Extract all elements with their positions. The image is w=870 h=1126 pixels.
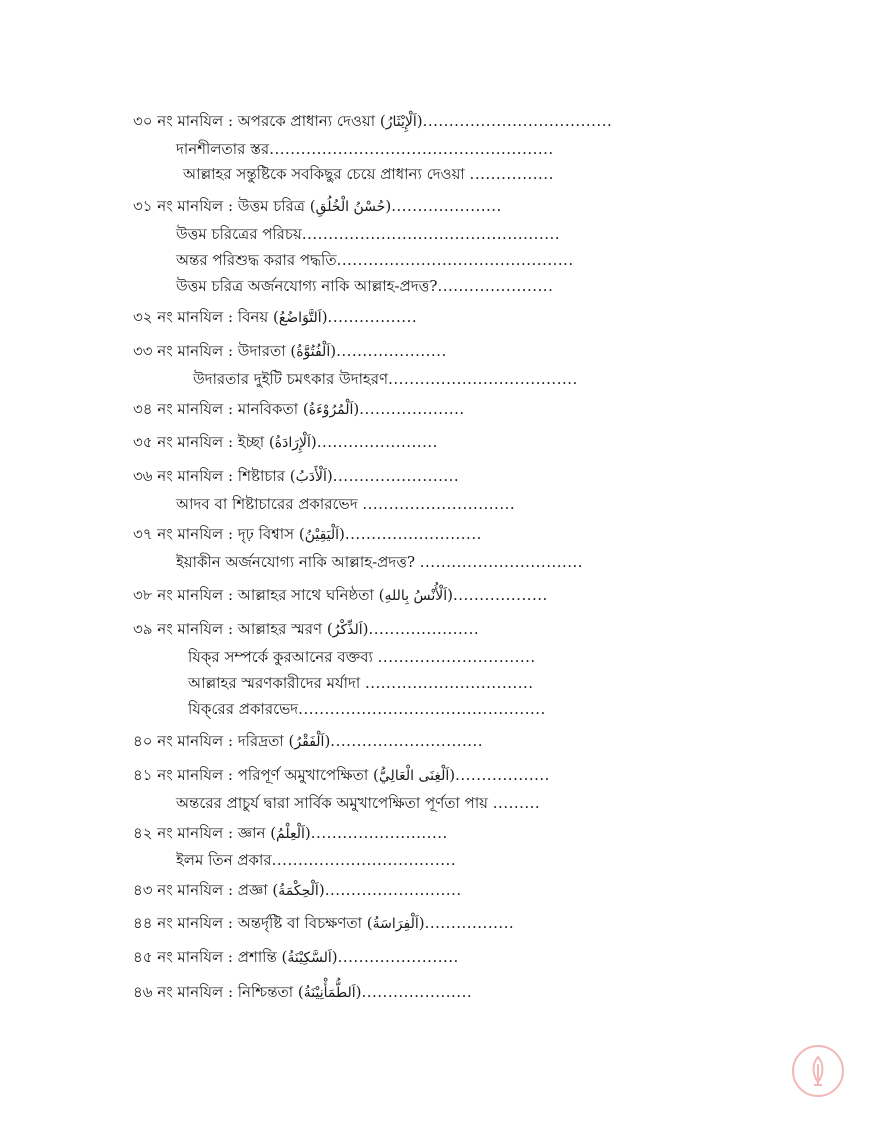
entry-close-paren: ) bbox=[330, 342, 337, 360]
entry-title: দানশীলতার স্তর bbox=[176, 140, 270, 158]
entry-dot-leader: .......................... bbox=[310, 824, 448, 842]
entry-dot-leader: .................................... bbox=[422, 112, 613, 130]
publisher-logo-icon bbox=[791, 1044, 845, 1098]
entry-title: ৪১ নং মানযিল : পরিপূর্ণ অমুখাপেক্ষিতা ( bbox=[133, 766, 379, 784]
entry-title: অন্তর পরিশুদ্ধ করার পদ্ধতি bbox=[176, 251, 337, 269]
toc-chapter-entry bbox=[133, 466, 459, 487]
entry-arabic-term: اَلْإِيْثَارُ bbox=[385, 114, 417, 130]
entry-arabic-term: اَلْيَقِيْنُ bbox=[304, 527, 340, 543]
entry-dot-leader: ..................... bbox=[391, 197, 502, 215]
toc-subsection-entry bbox=[176, 276, 553, 296]
toc-subsection-entry bbox=[188, 699, 546, 719]
toc-chapter-entry bbox=[133, 585, 548, 606]
entry-arabic-term: اَلْحِكْمَةُ bbox=[278, 883, 319, 899]
entry-close-paren: ) bbox=[355, 983, 362, 1001]
entry-dot-leader: ...................... bbox=[437, 277, 554, 295]
entry-title: ৩৭ নং মানযিল : দৃঢ় বিশ্বাস ( bbox=[133, 525, 305, 543]
entry-dot-leader: ................. bbox=[327, 308, 418, 326]
entry-title: ৩৬ নং মানযিল : শিষ্টাচার ( bbox=[133, 467, 296, 485]
toc-chapter-entry bbox=[133, 399, 465, 420]
entry-arabic-term: اَلْفَقْرُ bbox=[294, 734, 325, 750]
entry-dot-leader: .......................... bbox=[324, 881, 462, 899]
entry-close-paren: ) bbox=[449, 766, 456, 784]
toc-chapter-entry bbox=[133, 432, 438, 453]
entry-dot-leader: ............................................. bbox=[336, 251, 574, 269]
entry-title: আল্লাহর সন্তুষ্টিকে সবকিছুর চেয়ে প্রাধান্য দেওয়া bbox=[183, 165, 470, 183]
toc-chapter-entry bbox=[133, 196, 502, 217]
entry-dot-leader: ..................... bbox=[368, 620, 480, 638]
entry-close-paren: ) bbox=[318, 881, 325, 899]
toc-chapter-entry bbox=[133, 307, 417, 328]
toc-chapter-entry bbox=[133, 880, 462, 901]
entry-close-paren: ) bbox=[331, 948, 338, 966]
entry-dot-leader: ............................... bbox=[419, 553, 584, 571]
entry-dot-leader: .................................... bbox=[388, 370, 578, 388]
entry-dot-leader: .............................. bbox=[377, 648, 536, 666]
entry-close-paren: ) bbox=[353, 400, 360, 418]
entry-title: ৩১ নং মানযিল : উত্তম চরিত্র ( bbox=[133, 197, 316, 215]
entry-arabic-term: اَلْمُرُوْءَةُ bbox=[308, 402, 354, 418]
toc-chapter-entry bbox=[133, 765, 550, 786]
entry-title: ৪৪ নং মানযিল : অন্তর্দৃষ্টি বা বিচক্ষণতা ( bbox=[133, 914, 373, 932]
entry-title: ৩৩ নং মানযিল : উদারতা ( bbox=[133, 342, 297, 360]
entry-arabic-term: اَلطُّمَأْنِيْنَةُ bbox=[303, 985, 356, 1001]
entry-arabic-term: اَلْأُنْسُ بِاللهِ bbox=[384, 588, 448, 604]
entry-arabic-term: اَلسَّكِيْنَةُ bbox=[287, 950, 332, 966]
toc-subsection-entry bbox=[176, 494, 515, 514]
entry-title: ৩৮ নং মানযিল : আল্লাহর সাথে ঘনিষ্ঠতা ( bbox=[133, 586, 385, 604]
entry-dot-leader: ............................. bbox=[362, 495, 516, 513]
entry-close-paren: ) bbox=[310, 433, 317, 451]
entry-arabic-term: اَلذِّكْرُ bbox=[332, 622, 363, 638]
entry-dot-leader: ................. bbox=[424, 914, 515, 932]
entry-title: উত্তম চরিত্র অর্জনযোগ্য নাকি আল্লাহ-প্রদত্ত? bbox=[176, 277, 438, 295]
toc-chapter-entry bbox=[133, 823, 448, 844]
entry-close-paren: ) bbox=[416, 112, 423, 130]
entry-title: ৩২ নং মানযিল : বিনয় ( bbox=[133, 308, 279, 326]
toc-chapter-entry bbox=[133, 982, 472, 1003]
entry-dot-leader: ............................................... bbox=[298, 700, 546, 718]
entry-close-paren: ) bbox=[418, 914, 425, 932]
toc-subsection-entry bbox=[176, 850, 456, 870]
entry-title: ইলম তিন প্রকার bbox=[176, 851, 272, 869]
entry-title: উত্তম চরিত্রের পরিচয় bbox=[176, 225, 302, 243]
entry-close-paren: ) bbox=[304, 824, 311, 842]
entry-title: ইয়াকীন অর্জনযোগ্য নাকি আল্লাহ-প্রদত্ত? bbox=[176, 553, 420, 571]
entry-title: আদব বা শিষ্টাচারের প্রকারভেদ bbox=[176, 495, 363, 513]
toc-subsection-entry bbox=[176, 552, 583, 572]
entry-title: উদারতার দুইটি চমৎকার উদাহরণ bbox=[193, 370, 389, 388]
entry-arabic-term: اَلتَّوَاضُعُ bbox=[278, 310, 322, 326]
entry-dot-leader: ................................... bbox=[271, 851, 457, 869]
toc-chapter-entry bbox=[133, 341, 447, 362]
entry-dot-leader: ................ bbox=[469, 165, 554, 183]
entry-title: ৩৯ নং মানযিল : আল্লাহর স্মরণ ( bbox=[133, 620, 333, 638]
entry-arabic-term: اَلْعِلْمُ bbox=[276, 826, 305, 842]
entry-close-paren: ) bbox=[362, 620, 369, 638]
entry-dot-leader: ................................ bbox=[364, 674, 534, 692]
entry-title: ৩৪ নং মানযিল : মানবিকতা ( bbox=[133, 400, 309, 418]
entry-dot-leader: ................................................. bbox=[301, 225, 561, 243]
entry-title: ৪০ নং মানযিল : দরিদ্রতা ( bbox=[133, 732, 295, 750]
entry-dot-leader: .................. bbox=[452, 586, 548, 604]
entry-dot-leader: ..................... bbox=[361, 983, 473, 1001]
entry-title: ৩০ নং মানযিল : অপরকে প্রাধান্য দেওয়া ( bbox=[133, 112, 386, 130]
entry-close-paren: ) bbox=[447, 586, 453, 604]
entry-dot-leader: ....................... bbox=[337, 948, 459, 966]
entry-dot-leader: .................. bbox=[455, 766, 550, 784]
toc-subsection-entry bbox=[176, 793, 540, 813]
toc-subsection-entry bbox=[183, 164, 554, 184]
entry-dot-leader: ...................................................... bbox=[269, 140, 554, 158]
toc-subsection-entry bbox=[176, 139, 554, 159]
entry-close-paren: ) bbox=[324, 732, 331, 750]
toc-subsection-entry bbox=[176, 250, 574, 270]
toc-chapter-entry bbox=[133, 913, 514, 934]
toc-chapter-entry bbox=[133, 619, 479, 640]
entry-title: ৪৫ নং মানযিল : প্রশান্তি ( bbox=[133, 948, 288, 966]
entry-dot-leader: ........................ bbox=[332, 467, 460, 485]
entry-title: ৩৫ নং মানযিল : ইচ্ছা ( bbox=[133, 433, 275, 451]
toc-subsection-entry bbox=[193, 369, 578, 389]
entry-close-paren: ) bbox=[326, 467, 333, 485]
entry-title: আল্লাহর স্মরণকারীদের মর্যাদা bbox=[188, 674, 365, 692]
entry-dot-leader: .......................... bbox=[344, 525, 482, 543]
entry-close-paren: ) bbox=[321, 308, 328, 326]
entry-title: ৪৩ নং মানযিল : প্রজ্ঞা ( bbox=[133, 881, 279, 899]
entry-dot-leader: .................... bbox=[359, 400, 465, 418]
entry-dot-leader: ......... bbox=[492, 794, 541, 812]
entry-dot-leader: ....................... bbox=[316, 433, 438, 451]
entry-close-paren: ) bbox=[339, 525, 345, 543]
toc-chapter-entry bbox=[133, 111, 612, 132]
entry-arabic-term: اَلْأَدَبُ bbox=[295, 469, 327, 485]
entry-title: ৪৬ নং মানযিল : নিশ্চিন্ততা ( bbox=[133, 983, 304, 1001]
entry-title: ৪২ নং মানযিল : জ্ঞান ( bbox=[133, 824, 277, 842]
entry-arabic-term: اَلْفُتُوَّةُ bbox=[296, 344, 331, 360]
entry-arabic-term: حُسْنُ الْخُلُقِ bbox=[315, 199, 386, 215]
toc-subsection-entry bbox=[188, 647, 536, 667]
toc-subsection-entry bbox=[176, 224, 560, 244]
toc-chapter-entry bbox=[133, 731, 483, 752]
entry-title: যিক্‌রের প্রকারভেদ bbox=[188, 700, 299, 718]
toc-chapter-entry bbox=[133, 524, 482, 545]
entry-arabic-term: اَلْغِنَى الْعَالِيُّ bbox=[378, 768, 450, 784]
entry-close-paren: ) bbox=[385, 197, 392, 215]
entry-arabic-term: اَلْإِرَادَةُ bbox=[274, 435, 311, 451]
entry-title: অন্তরের প্রাচুর্য দ্বারা সার্বিক অমুখাপেক্ষিতা পূর্ণতা পায় bbox=[176, 794, 493, 812]
toc-chapter-entry bbox=[133, 947, 459, 968]
entry-title: যিক্‌র সম্পর্কে কুরআনের বক্তব্য bbox=[188, 648, 378, 666]
entry-dot-leader: ..................... bbox=[336, 342, 447, 360]
entry-dot-leader: ............................. bbox=[330, 732, 484, 750]
entry-arabic-term: اَلْفِرَاسَةُ bbox=[372, 916, 419, 932]
toc-subsection-entry bbox=[188, 673, 534, 693]
